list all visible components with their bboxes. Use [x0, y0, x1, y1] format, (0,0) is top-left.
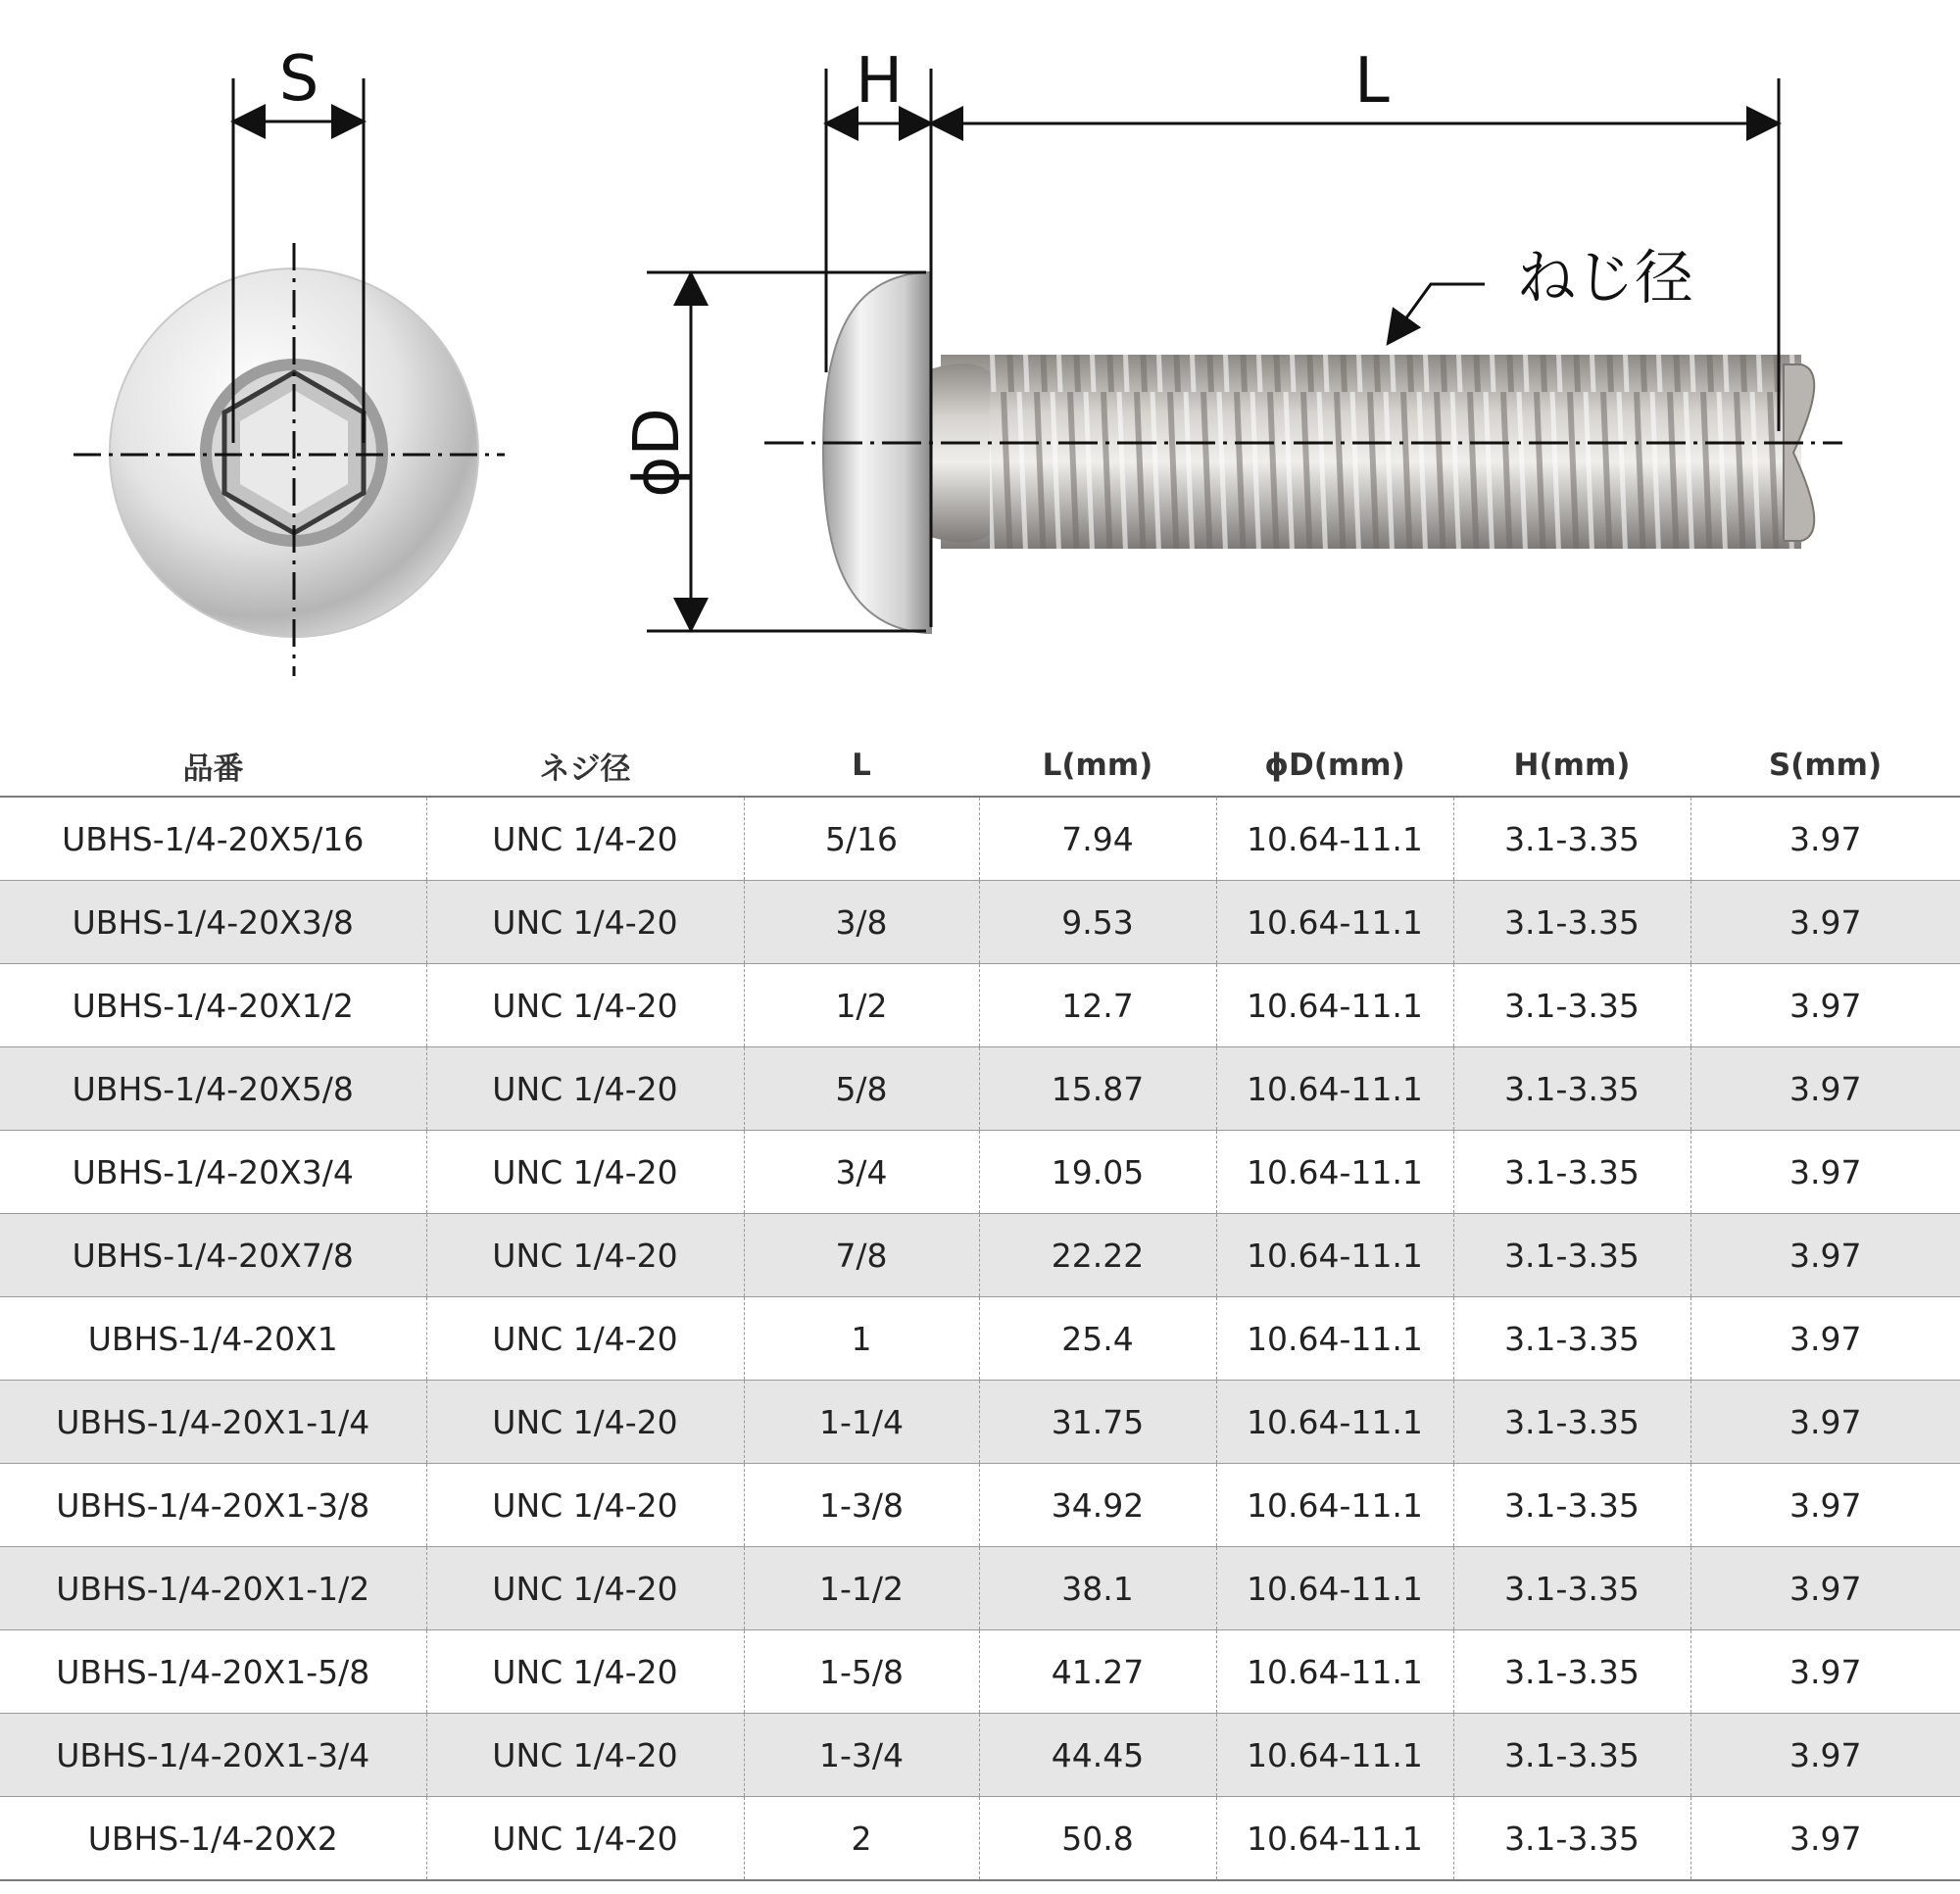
table-row: [0, 1464, 1960, 1547]
cell-head-diameter: 10.64-11.1: [1216, 881, 1453, 964]
cell-length-inch: 1-3/8: [744, 1464, 979, 1547]
bolt-head: [823, 272, 931, 633]
cell-socket-size: 3.97: [1690, 1714, 1960, 1797]
cell-length-mm: 19.05: [979, 1131, 1216, 1214]
cell-thread-size: UNC 1/4-20: [426, 1381, 744, 1464]
cell-head-diameter: 10.64-11.1: [1216, 1214, 1453, 1297]
table-row: [0, 1630, 1960, 1714]
cell-head-height: 3.1-3.35: [1453, 1630, 1690, 1714]
cell-head-diameter: 10.64-11.1: [1216, 1797, 1453, 1881]
cell-head-diameter: 10.64-11.1: [1216, 1464, 1453, 1547]
cell-length-mm: 9.53: [979, 881, 1216, 964]
cell-head-diameter: 10.64-11.1: [1216, 797, 1453, 881]
cell-thread-size: UNC 1/4-20: [426, 1047, 744, 1131]
cell-thread-size: UNC 1/4-20: [426, 797, 744, 881]
cell-head-height: 3.1-3.35: [1453, 881, 1690, 964]
header-head-height: H(mm): [1453, 735, 1690, 797]
cell-length-mm: 31.75: [979, 1381, 1216, 1464]
cell-part-number: UBHS-1/4-20X1-3/4: [0, 1714, 426, 1797]
cell-head-diameter: 10.64-11.1: [1216, 1047, 1453, 1131]
dimension-label-s: S: [278, 43, 319, 116]
cell-length-mm: 44.45: [979, 1714, 1216, 1797]
cell-head-diameter: 10.64-11.1: [1216, 1381, 1453, 1464]
table-row: [0, 1714, 1960, 1797]
dimension-label-d: ϕD: [621, 408, 694, 498]
cell-thread-size: UNC 1/4-20: [426, 1297, 744, 1381]
cell-length-mm: 25.4: [979, 1297, 1216, 1381]
table-row: [0, 964, 1960, 1047]
header-length-inch: L: [744, 735, 979, 797]
cell-head-height: 3.1-3.35: [1453, 964, 1690, 1047]
cell-length-mm: 38.1: [979, 1547, 1216, 1630]
cell-socket-size: 3.97: [1690, 964, 1960, 1047]
cell-head-diameter: 10.64-11.1: [1216, 1547, 1453, 1630]
table-row: [0, 1131, 1960, 1214]
cell-length-mm: 15.87: [979, 1047, 1216, 1131]
cell-thread-size: UNC 1/4-20: [426, 1131, 744, 1214]
cell-length-inch: 5/16: [744, 797, 979, 881]
cell-length-inch: 1-1/2: [744, 1547, 979, 1630]
cell-head-height: 3.1-3.35: [1453, 1797, 1690, 1881]
spec-table: [0, 735, 1960, 1881]
cell-head-diameter: 10.64-11.1: [1216, 1714, 1453, 1797]
cell-length-inch: 3/8: [744, 881, 979, 964]
header-head-diameter: ϕD(mm): [1216, 735, 1453, 797]
cell-socket-size: 3.97: [1690, 1214, 1960, 1297]
table-row: [0, 1047, 1960, 1131]
cell-length-inch: 1-3/4: [744, 1714, 979, 1797]
cell-part-number: UBHS-1/4-20X1: [0, 1297, 426, 1381]
table-row: [0, 881, 1960, 964]
cell-part-number: UBHS-1/4-20X5/8: [0, 1047, 426, 1131]
cell-socket-size: 3.97: [1690, 1047, 1960, 1131]
cell-length-inch: 7/8: [744, 1214, 979, 1297]
cell-head-height: 3.1-3.35: [1453, 1297, 1690, 1381]
cell-socket-size: 3.97: [1690, 1464, 1960, 1547]
cell-thread-size: UNC 1/4-20: [426, 881, 744, 964]
header-thread-size: ネジ径: [426, 735, 744, 797]
header-length-mm: L(mm): [979, 735, 1216, 797]
cell-part-number: UBHS-1/4-20X3/8: [0, 881, 426, 964]
cell-socket-size: 3.97: [1690, 797, 1960, 881]
cell-head-height: 3.1-3.35: [1453, 1381, 1690, 1464]
table-row: [0, 1547, 1960, 1630]
cell-part-number: UBHS-1/4-20X1-1/4: [0, 1381, 426, 1464]
dimension-label-h: H: [855, 45, 904, 118]
table-row: [0, 1214, 1960, 1297]
cell-socket-size: 3.97: [1690, 1547, 1960, 1630]
cell-length-mm: 12.7: [979, 964, 1216, 1047]
cell-head-height: 3.1-3.35: [1453, 1547, 1690, 1630]
cell-length-inch: 1/2: [744, 964, 979, 1047]
cell-part-number: UBHS-1/4-20X1-3/8: [0, 1464, 426, 1547]
table-row: [0, 1797, 1960, 1881]
cell-part-number: UBHS-1/4-20X2: [0, 1797, 426, 1881]
cell-head-height: 3.1-3.35: [1453, 797, 1690, 881]
cell-head-diameter: 10.64-11.1: [1216, 1630, 1453, 1714]
cell-head-height: 3.1-3.35: [1453, 1464, 1690, 1547]
cell-head-diameter: 10.64-11.1: [1216, 1131, 1453, 1214]
table-row: [0, 1381, 1960, 1464]
cell-head-diameter: 10.64-11.1: [1216, 1297, 1453, 1381]
cell-length-inch: 1-1/4: [744, 1381, 979, 1464]
bolt-dimension-diagram: [0, 0, 1960, 705]
cell-thread-size: UNC 1/4-20: [426, 1214, 744, 1297]
table-row: [0, 797, 1960, 881]
table-row: [0, 1297, 1960, 1381]
thread-diameter-callout: ねじ径: [1517, 244, 1693, 313]
cell-length-mm: 22.22: [979, 1214, 1216, 1297]
cell-length-mm: 7.94: [979, 797, 1216, 881]
header-socket-size: S(mm): [1690, 735, 1960, 797]
cell-part-number: UBHS-1/4-20X7/8: [0, 1214, 426, 1297]
cell-part-number: UBHS-1/4-20X5/16: [0, 797, 426, 881]
cell-part-number: UBHS-1/4-20X1-5/8: [0, 1630, 426, 1714]
cell-part-number: UBHS-1/4-20X1-1/2: [0, 1547, 426, 1630]
cell-head-height: 3.1-3.35: [1453, 1714, 1690, 1797]
cell-thread-size: UNC 1/4-20: [426, 1797, 744, 1881]
bolt-side-view: [647, 69, 1842, 633]
cell-thread-size: UNC 1/4-20: [426, 964, 744, 1047]
cell-head-height: 3.1-3.35: [1453, 1047, 1690, 1131]
cell-length-inch: 1-5/8: [744, 1630, 979, 1714]
cell-socket-size: 3.97: [1690, 1297, 1960, 1381]
cell-length-inch: 1: [744, 1297, 979, 1381]
header-part-number: 品番: [0, 735, 426, 797]
cell-socket-size: 3.97: [1690, 881, 1960, 964]
head-top-view: [74, 78, 505, 676]
cell-length-mm: 50.8: [979, 1797, 1216, 1881]
cell-thread-size: UNC 1/4-20: [426, 1630, 744, 1714]
cell-thread-size: UNC 1/4-20: [426, 1464, 744, 1547]
cell-head-height: 3.1-3.35: [1453, 1214, 1690, 1297]
cell-length-inch: 5/8: [744, 1047, 979, 1131]
cell-socket-size: 3.97: [1690, 1797, 1960, 1881]
cell-socket-size: 3.97: [1690, 1630, 1960, 1714]
cell-part-number: UBHS-1/4-20X1/2: [0, 964, 426, 1047]
dimension-label-l: L: [1354, 45, 1390, 118]
cell-socket-size: 3.97: [1690, 1381, 1960, 1464]
cell-part-number: UBHS-1/4-20X3/4: [0, 1131, 426, 1214]
cell-thread-size: UNC 1/4-20: [426, 1547, 744, 1630]
cell-length-mm: 41.27: [979, 1630, 1216, 1714]
cell-length-inch: 3/4: [744, 1131, 979, 1214]
table-header-row: [0, 735, 1960, 797]
cell-head-height: 3.1-3.35: [1453, 1131, 1690, 1214]
cell-thread-size: UNC 1/4-20: [426, 1714, 744, 1797]
cell-socket-size: 3.97: [1690, 1131, 1960, 1214]
cell-length-inch: 2: [744, 1797, 979, 1881]
cell-head-diameter: 10.64-11.1: [1216, 964, 1453, 1047]
cell-length-mm: 34.92: [979, 1464, 1216, 1547]
